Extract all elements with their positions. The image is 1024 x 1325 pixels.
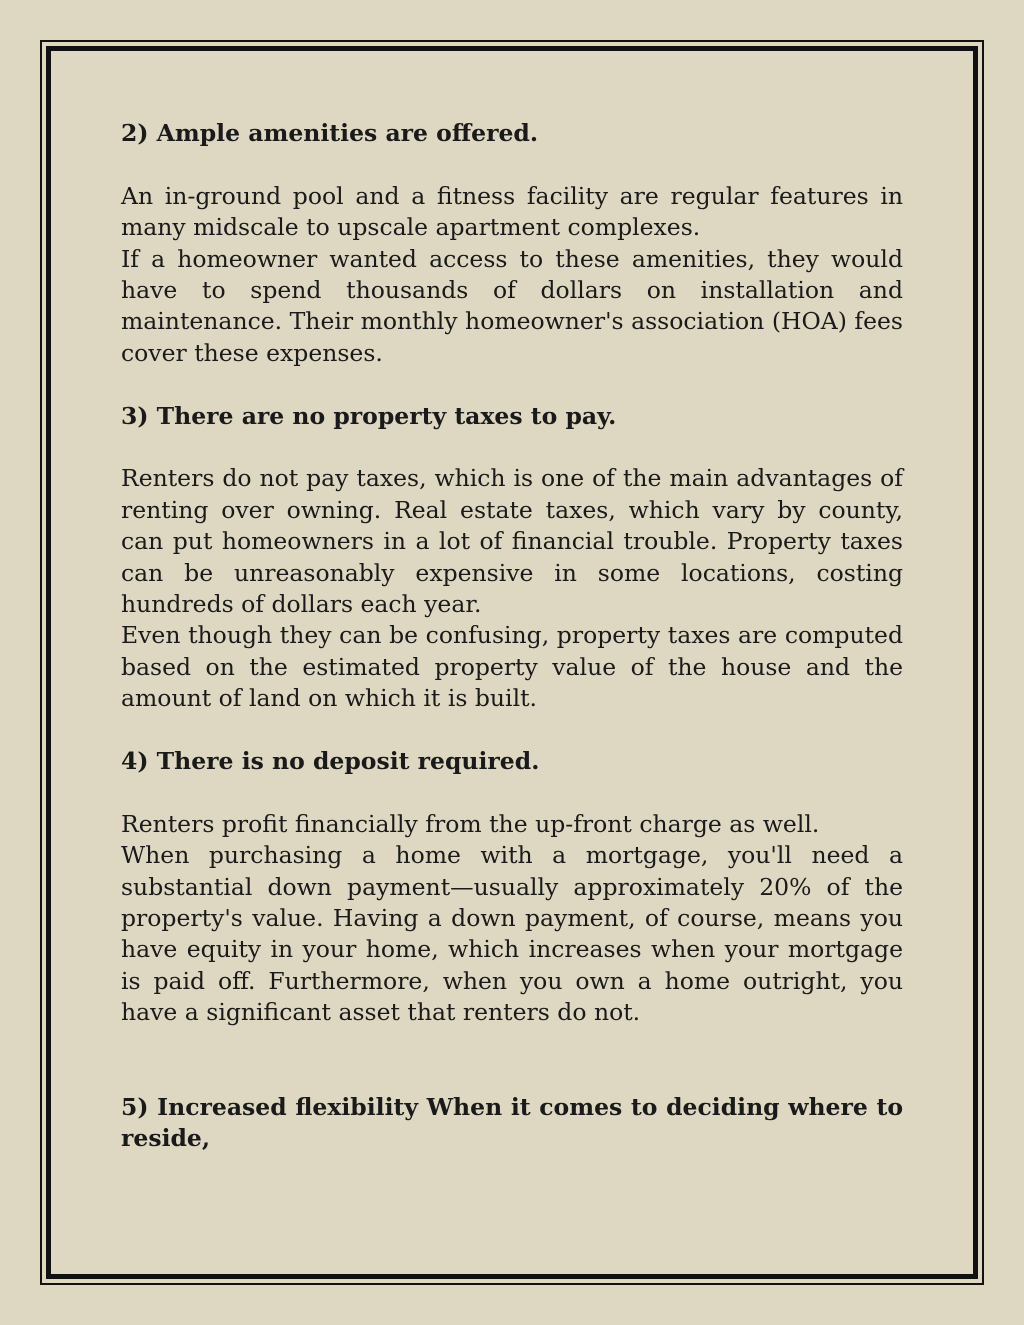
section-heading-deposit: 4) There is no deposit required.	[121, 747, 540, 776]
paragraph-taxes-2: Even though they can be confusing, property taxes are computed based on the estimated property value of the house and the amount of land on which it is built.	[121, 621, 903, 713]
section-heading-property-taxes: 3) There are no property taxes to pay.	[121, 401, 617, 430]
section-heading-amenities: 2) Ample amenities are offered.	[121, 119, 539, 147]
paragraph-amenities-1: An in-ground pool and a fitness facility are regular features in many midscale to upscale apartment complexes.	[121, 181, 903, 242]
paragraph-deposit-1: Renters profit financially from the up-front charge as well.	[121, 809, 820, 838]
document-body	[121, 118, 903, 1155]
paragraph-amenities-2: If a homeowner wanted access to these amenities, they would have to spend thousands of dollars on installation and maintenance. Their monthly homeowner's association (HOA) fees cover these expenses.	[121, 244, 903, 367]
section-heading-flexibility: 5) Increased flexibility When it comes to deciding where to reside,	[121, 1092, 903, 1153]
paragraph-taxes-1: Renters do not pay taxes, which is one of the main advantages of renting over owning. Real estate taxes, which vary by county, can put homeowners in a lot of financial trouble. Property taxes can be unreasonably expensive in some locations, costing hundreds of dollars each year.	[121, 464, 903, 619]
paragraph-deposit-2: When purchasing a home with a mortgage, you'll need a substantial down payment—usually approximately 20% of the property's value. Having a down payment, of course, means you have equity in your home, which increases when your mortgage is paid off. Furthermore, when you own a home outright, you have a significant asset that renters do not.	[121, 841, 903, 1027]
